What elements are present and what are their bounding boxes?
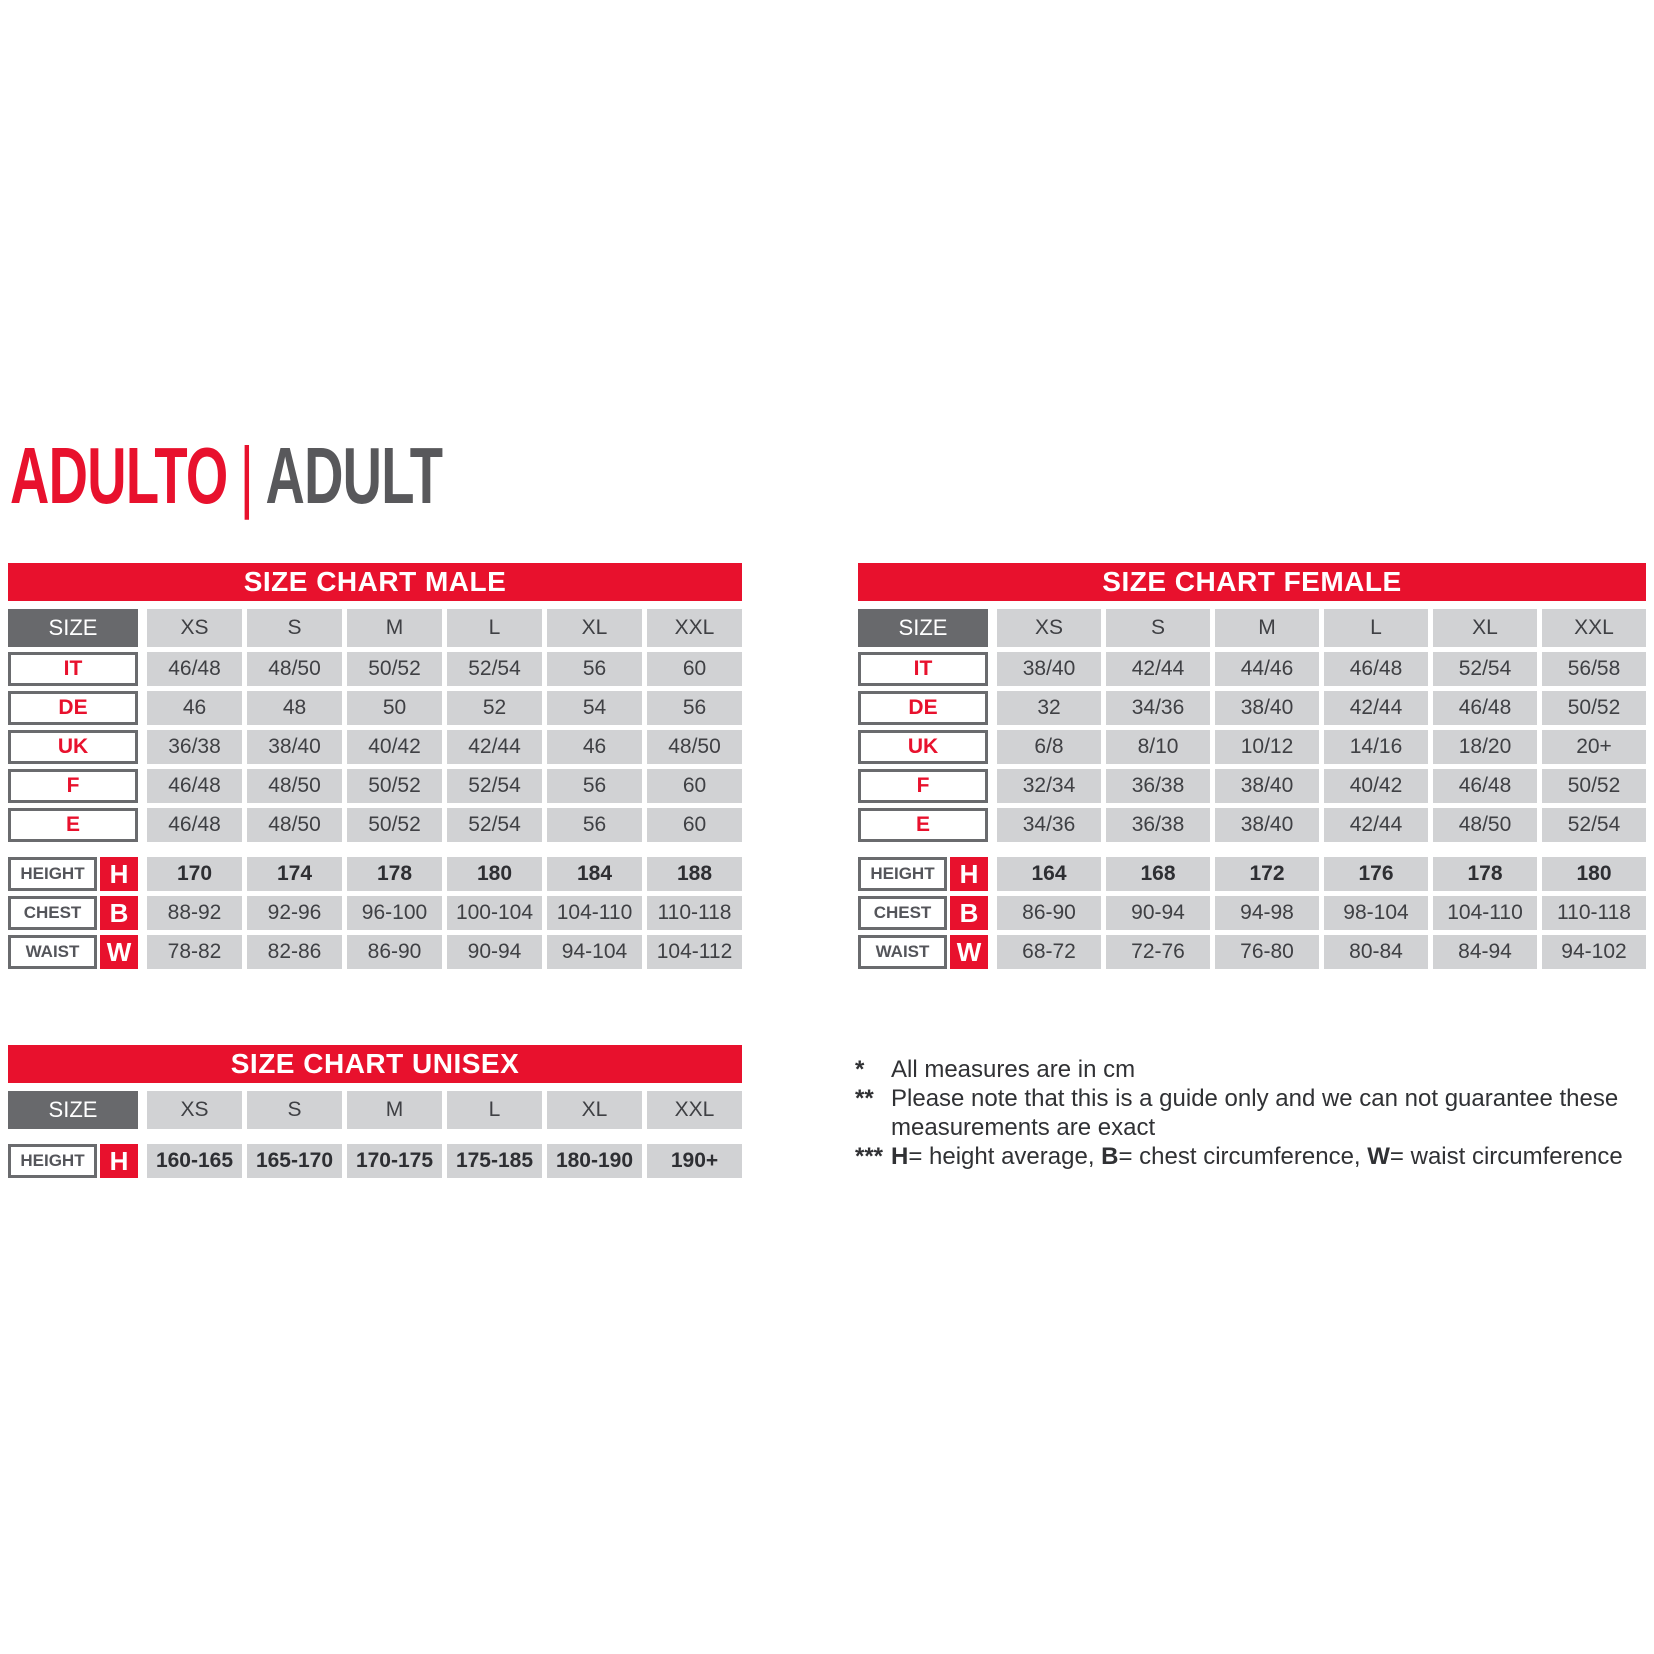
size-chart-male-table xyxy=(8,563,742,974)
value-cell: 72-76 xyxy=(1106,935,1210,969)
measure-label xyxy=(858,857,988,891)
column-header-cell: XL xyxy=(1433,609,1537,647)
table-title-bar: SIZE CHART UNISEX xyxy=(8,1045,742,1083)
value-cell: 50/52 xyxy=(1542,769,1646,803)
column-header-cell: M xyxy=(347,609,442,647)
table-title-bar: SIZE CHART MALE xyxy=(8,563,742,601)
value-cell: 42/44 xyxy=(1324,691,1428,725)
value-cell: 60 xyxy=(647,808,742,842)
measure-row xyxy=(8,935,742,969)
measure-name-cell: WAIST xyxy=(858,935,947,969)
table-row xyxy=(8,652,742,686)
value-cell: 50/52 xyxy=(347,652,442,686)
footnote-text-part: Please note that this is a guide only and we can not guarantee these measurements are exact xyxy=(891,1085,1619,1141)
value-cell: 56/58 xyxy=(1542,652,1646,686)
value-cell: 44/46 xyxy=(1215,652,1319,686)
country-label-cell: DE xyxy=(8,691,138,725)
table-row xyxy=(858,769,1646,803)
value-cell: 6/8 xyxy=(997,730,1101,764)
country-label-cell: IT xyxy=(8,652,138,686)
footnote-marker: * xyxy=(855,1056,865,1083)
value-cell: 180-190 xyxy=(547,1144,642,1178)
column-header-cell: XXL xyxy=(1542,609,1646,647)
value-cell: 32 xyxy=(997,691,1101,725)
measure-name-cell: CHEST xyxy=(858,896,947,930)
value-cell: 175-185 xyxy=(447,1144,542,1178)
title-separator: | xyxy=(239,431,254,520)
value-cell: 48/50 xyxy=(247,808,342,842)
value-cell: 38/40 xyxy=(1215,808,1319,842)
footnote-item xyxy=(855,1142,1639,1171)
value-cell: 40/42 xyxy=(347,730,442,764)
value-cell: 50/52 xyxy=(347,808,442,842)
value-cell: 46/48 xyxy=(147,652,242,686)
table-row xyxy=(8,769,742,803)
value-cell: 190+ xyxy=(647,1144,742,1178)
value-cell: 104-112 xyxy=(647,935,742,969)
value-cell: 48/50 xyxy=(247,652,342,686)
column-header-cell: M xyxy=(1215,609,1319,647)
value-cell: 48 xyxy=(247,691,342,725)
footnote-text xyxy=(891,1055,1639,1084)
column-header-cell: S xyxy=(1106,609,1210,647)
column-header-cell: XXL xyxy=(647,609,742,647)
measure-label xyxy=(858,935,988,969)
value-cell: 176 xyxy=(1324,857,1428,891)
measure-row xyxy=(858,857,1646,891)
value-cell: 14/16 xyxy=(1324,730,1428,764)
size-header-cell: SIZE xyxy=(8,609,138,647)
footnote-item xyxy=(855,1055,1639,1084)
footnote-text xyxy=(891,1142,1639,1171)
value-cell: 82-86 xyxy=(247,935,342,969)
value-cell: 100-104 xyxy=(447,896,542,930)
value-cell: 80-84 xyxy=(1324,935,1428,969)
measure-label xyxy=(8,1144,138,1178)
value-cell: 180 xyxy=(447,857,542,891)
value-cell: 42/44 xyxy=(447,730,542,764)
footnote-text xyxy=(891,1084,1639,1142)
value-cell: 42/44 xyxy=(1324,808,1428,842)
value-cell: 32/34 xyxy=(997,769,1101,803)
value-cell: 90-94 xyxy=(447,935,542,969)
value-cell: 48/50 xyxy=(647,730,742,764)
table-header-row xyxy=(8,1091,742,1129)
value-cell: 110-118 xyxy=(1542,896,1646,930)
measure-letter-badge: H xyxy=(100,1144,138,1178)
country-label-cell: UK xyxy=(858,730,988,764)
column-header-cell: XS xyxy=(147,609,242,647)
value-cell: 68-72 xyxy=(997,935,1101,969)
table-row xyxy=(8,808,742,842)
table-row xyxy=(8,730,742,764)
column-header-cell: XXL xyxy=(647,1091,742,1129)
value-cell: 50/52 xyxy=(1542,691,1646,725)
value-cell: 18/20 xyxy=(1433,730,1537,764)
column-header-cell: L xyxy=(447,609,542,647)
measure-letter-badge: H xyxy=(950,857,988,891)
value-cell: 78-82 xyxy=(147,935,242,969)
page-title xyxy=(10,431,443,520)
value-cell: 188 xyxy=(647,857,742,891)
footnote-text-part: All measures are in cm xyxy=(891,1056,1136,1083)
measure-letter-badge: B xyxy=(100,896,138,930)
value-cell: 76-80 xyxy=(1215,935,1319,969)
size-chart-female-table xyxy=(858,563,1646,974)
table-row xyxy=(858,691,1646,725)
country-label-cell: F xyxy=(858,769,988,803)
value-cell: 52/54 xyxy=(447,652,542,686)
value-cell: 8/10 xyxy=(1106,730,1210,764)
footnote-text-part: H xyxy=(891,1143,909,1170)
row-group-gap xyxy=(858,847,1646,857)
footnotes xyxy=(855,1055,1639,1171)
value-cell: 60 xyxy=(647,652,742,686)
measure-name-cell: HEIGHT xyxy=(8,857,97,891)
column-header-cell: XS xyxy=(997,609,1101,647)
value-cell: 36/38 xyxy=(147,730,242,764)
size-header-cell: SIZE xyxy=(858,609,988,647)
country-label-cell: F xyxy=(8,769,138,803)
column-header-cell: XL xyxy=(547,1091,642,1129)
table-row xyxy=(858,652,1646,686)
value-cell: 86-90 xyxy=(997,896,1101,930)
table-title-bar: SIZE CHART FEMALE xyxy=(858,563,1646,601)
table-header-row xyxy=(8,609,742,647)
column-header-cell: L xyxy=(1324,609,1428,647)
value-cell: 50/52 xyxy=(347,769,442,803)
value-cell: 170 xyxy=(147,857,242,891)
measure-row xyxy=(858,935,1646,969)
measure-name-cell: CHEST xyxy=(8,896,97,930)
value-cell: 46 xyxy=(547,730,642,764)
value-cell: 60 xyxy=(647,769,742,803)
value-cell: 52/54 xyxy=(1542,808,1646,842)
value-cell: 174 xyxy=(247,857,342,891)
country-label-cell: E xyxy=(858,808,988,842)
value-cell: 46 xyxy=(147,691,242,725)
value-cell: 46/48 xyxy=(1433,769,1537,803)
value-cell: 178 xyxy=(1433,857,1537,891)
measure-letter-badge: W xyxy=(950,935,988,969)
footnote-text-part: = waist circumference xyxy=(1389,1143,1623,1170)
table-header-row xyxy=(858,609,1646,647)
footnote-marker: *** xyxy=(855,1143,884,1170)
measure-label xyxy=(8,857,138,891)
value-cell: 104-110 xyxy=(1433,896,1537,930)
value-cell: 36/38 xyxy=(1106,769,1210,803)
value-cell: 165-170 xyxy=(247,1144,342,1178)
value-cell: 52/54 xyxy=(447,808,542,842)
measure-name-cell: HEIGHT xyxy=(858,857,947,891)
measure-row xyxy=(8,857,742,891)
value-cell: 34/36 xyxy=(1106,691,1210,725)
value-cell: 98-104 xyxy=(1324,896,1428,930)
value-cell: 92-96 xyxy=(247,896,342,930)
footnote-item xyxy=(855,1084,1639,1142)
row-group-gap xyxy=(8,847,742,857)
value-cell: 38/40 xyxy=(247,730,342,764)
value-cell: 160-165 xyxy=(147,1144,242,1178)
value-cell: 172 xyxy=(1215,857,1319,891)
value-cell: 46/48 xyxy=(147,769,242,803)
value-cell: 94-102 xyxy=(1542,935,1646,969)
value-cell: 94-98 xyxy=(1215,896,1319,930)
measure-label xyxy=(858,896,988,930)
value-cell: 84-94 xyxy=(1433,935,1537,969)
value-cell: 36/38 xyxy=(1106,808,1210,842)
value-cell: 96-100 xyxy=(347,896,442,930)
value-cell: 42/44 xyxy=(1106,652,1210,686)
table-row xyxy=(858,808,1646,842)
measure-row xyxy=(858,896,1646,930)
value-cell: 46/48 xyxy=(1433,691,1537,725)
column-header-cell: L xyxy=(447,1091,542,1129)
value-cell: 56 xyxy=(547,652,642,686)
value-cell: 50 xyxy=(347,691,442,725)
measure-label xyxy=(8,935,138,969)
value-cell: 56 xyxy=(647,691,742,725)
value-cell: 46/48 xyxy=(147,808,242,842)
country-label-cell: DE xyxy=(858,691,988,725)
country-label-cell: IT xyxy=(858,652,988,686)
column-header-cell: M xyxy=(347,1091,442,1129)
measure-row xyxy=(8,1144,742,1178)
value-cell: 164 xyxy=(997,857,1101,891)
column-header-cell: S xyxy=(247,609,342,647)
size-chart-unisex-table xyxy=(8,1045,742,1183)
value-cell: 10/12 xyxy=(1215,730,1319,764)
value-cell: 38/40 xyxy=(997,652,1101,686)
measure-letter-badge: B xyxy=(950,896,988,930)
column-header-cell: XL xyxy=(547,609,642,647)
value-cell: 86-90 xyxy=(347,935,442,969)
footnote-text-part: W xyxy=(1367,1143,1390,1170)
value-cell: 20+ xyxy=(1542,730,1646,764)
column-header-cell: S xyxy=(247,1091,342,1129)
value-cell: 48/50 xyxy=(247,769,342,803)
value-cell: 40/42 xyxy=(1324,769,1428,803)
value-cell: 52/54 xyxy=(447,769,542,803)
measure-letter-badge: W xyxy=(100,935,138,969)
column-header-cell: XS xyxy=(147,1091,242,1129)
title-adult: ADULT xyxy=(265,431,443,520)
value-cell: 104-110 xyxy=(547,896,642,930)
measure-row xyxy=(8,896,742,930)
table-row xyxy=(858,730,1646,764)
value-cell: 184 xyxy=(547,857,642,891)
value-cell: 94-104 xyxy=(547,935,642,969)
value-cell: 38/40 xyxy=(1215,691,1319,725)
value-cell: 38/40 xyxy=(1215,769,1319,803)
value-cell: 46/48 xyxy=(1324,652,1428,686)
title-adulto: ADULTO xyxy=(10,431,228,520)
value-cell: 52/54 xyxy=(1433,652,1537,686)
measure-label xyxy=(8,896,138,930)
value-cell: 90-94 xyxy=(1106,896,1210,930)
value-cell: 110-118 xyxy=(647,896,742,930)
value-cell: 178 xyxy=(347,857,442,891)
country-label-cell: E xyxy=(8,808,138,842)
value-cell: 56 xyxy=(547,769,642,803)
size-header-cell: SIZE xyxy=(8,1091,138,1129)
value-cell: 34/36 xyxy=(997,808,1101,842)
value-cell: 88-92 xyxy=(147,896,242,930)
table-row xyxy=(8,691,742,725)
footnote-marker: ** xyxy=(855,1085,874,1112)
row-group-gap xyxy=(8,1134,742,1144)
country-label-cell: UK xyxy=(8,730,138,764)
value-cell: 54 xyxy=(547,691,642,725)
footnote-text-part: B xyxy=(1101,1143,1119,1170)
value-cell: 52 xyxy=(447,691,542,725)
value-cell: 56 xyxy=(547,808,642,842)
footnote-text-part: = chest circumference, xyxy=(1118,1143,1368,1170)
measure-name-cell: HEIGHT xyxy=(8,1144,97,1178)
value-cell: 48/50 xyxy=(1433,808,1537,842)
value-cell: 180 xyxy=(1542,857,1646,891)
measure-letter-badge: H xyxy=(100,857,138,891)
value-cell: 170-175 xyxy=(347,1144,442,1178)
value-cell: 168 xyxy=(1106,857,1210,891)
measure-name-cell: WAIST xyxy=(8,935,97,969)
footnote-text-part: = height average, xyxy=(908,1143,1102,1170)
